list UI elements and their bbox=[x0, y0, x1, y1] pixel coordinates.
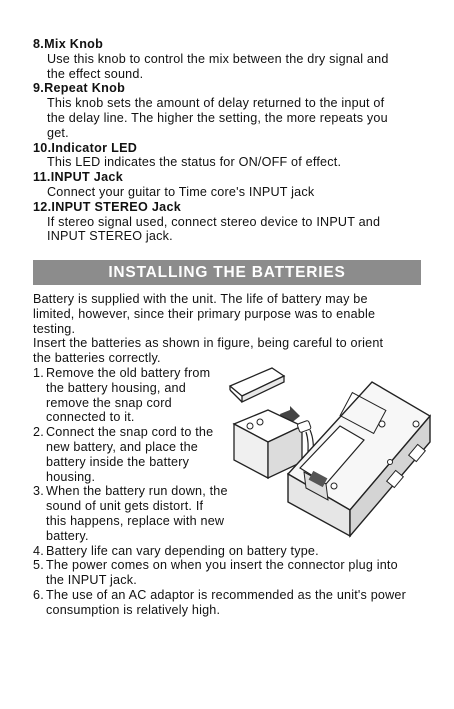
control-item bbox=[33, 200, 433, 244]
text-line: Battery life can vary depending on battery type. bbox=[46, 543, 319, 558]
text-line: battery. bbox=[46, 528, 89, 543]
text-line: the INPUT jack. bbox=[46, 573, 137, 588]
step-item bbox=[33, 544, 433, 559]
text-line: Connect your guitar to Time core's INPUT jack bbox=[47, 184, 315, 199]
battery-installation-figure bbox=[222, 360, 436, 538]
text-line: sound of unit gets distort. If bbox=[46, 499, 204, 514]
text-line: This knob sets the amount of delay returned to the input of bbox=[47, 96, 385, 111]
control-description bbox=[33, 155, 433, 170]
control-description bbox=[33, 185, 433, 200]
text-line: connected to it. bbox=[46, 410, 135, 425]
control-item bbox=[33, 170, 433, 200]
old-battery-icon bbox=[230, 368, 284, 402]
text-line: remove the snap cord bbox=[46, 395, 172, 410]
text-line: Use this knob to control the mix between the dry signal and bbox=[47, 51, 389, 66]
section-title-banner: INSTALLING THE BATTERIES bbox=[33, 260, 421, 285]
text-line: housing. bbox=[46, 469, 96, 484]
control-title: 8.Mix Knob bbox=[33, 37, 104, 51]
text-line: Remove the old battery from bbox=[46, 366, 211, 380]
text-line: the delay line. The higher the setting, the more repeats you bbox=[47, 110, 388, 125]
step-number: 6. bbox=[33, 587, 44, 602]
text-line: Connect the snap cord to the bbox=[46, 425, 214, 440]
control-item bbox=[33, 37, 433, 81]
control-description bbox=[33, 96, 433, 140]
control-item bbox=[33, 141, 433, 171]
text-line: testing. bbox=[33, 321, 76, 336]
text-line: consumption is relatively high. bbox=[46, 602, 221, 617]
control-title: 10.Indicator LED bbox=[33, 140, 138, 155]
text-line: The use of an AC adaptor is recommended as the unit's power bbox=[46, 587, 407, 602]
control-item bbox=[33, 81, 433, 140]
step-number: 1. bbox=[33, 366, 44, 380]
control-description bbox=[33, 52, 433, 82]
control-description bbox=[33, 215, 433, 245]
step-item bbox=[33, 588, 433, 618]
text-line: Insert the batteries as shown in figure, being careful to orient bbox=[33, 336, 384, 351]
text-line: the batteries correctly. bbox=[33, 351, 161, 366]
text-line: This LED indicates the status for ON/OFF of effect. bbox=[47, 155, 342, 170]
text-line: If stereo signal used, connect stereo device to INPUT and bbox=[47, 214, 381, 229]
control-title: 9.Repeat Knob bbox=[33, 81, 126, 96]
text-line: the effect sound. bbox=[47, 66, 144, 81]
pedal-housing-icon bbox=[288, 382, 430, 536]
text-line: battery inside the battery bbox=[46, 454, 190, 469]
step-item bbox=[33, 558, 433, 588]
step-number: 3. bbox=[33, 484, 44, 499]
controls-list bbox=[33, 37, 433, 244]
control-title: 12.INPUT STEREO Jack bbox=[33, 199, 182, 214]
text-line: Battery is supplied with the unit. The life of battery may be bbox=[33, 292, 368, 306]
control-title: 11.INPUT Jack bbox=[33, 170, 124, 185]
text-line: get. bbox=[47, 125, 69, 140]
step-number: 2. bbox=[33, 425, 44, 440]
text-line: The power comes on when you insert the connector plug into bbox=[46, 558, 398, 573]
text-line: this happens, replace with new bbox=[46, 513, 225, 528]
step-number: 4. bbox=[33, 543, 44, 558]
text-line: new battery, and place the bbox=[46, 439, 198, 454]
step-number: 5. bbox=[33, 558, 44, 573]
text-line: limited, however, since their primary purpose was to enable bbox=[33, 306, 376, 321]
text-line: INPUT STEREO jack. bbox=[47, 229, 173, 244]
text-line: the battery housing, and bbox=[46, 380, 186, 395]
text-line: When the battery run down, the bbox=[46, 484, 228, 499]
intro-paragraph bbox=[33, 292, 433, 366]
